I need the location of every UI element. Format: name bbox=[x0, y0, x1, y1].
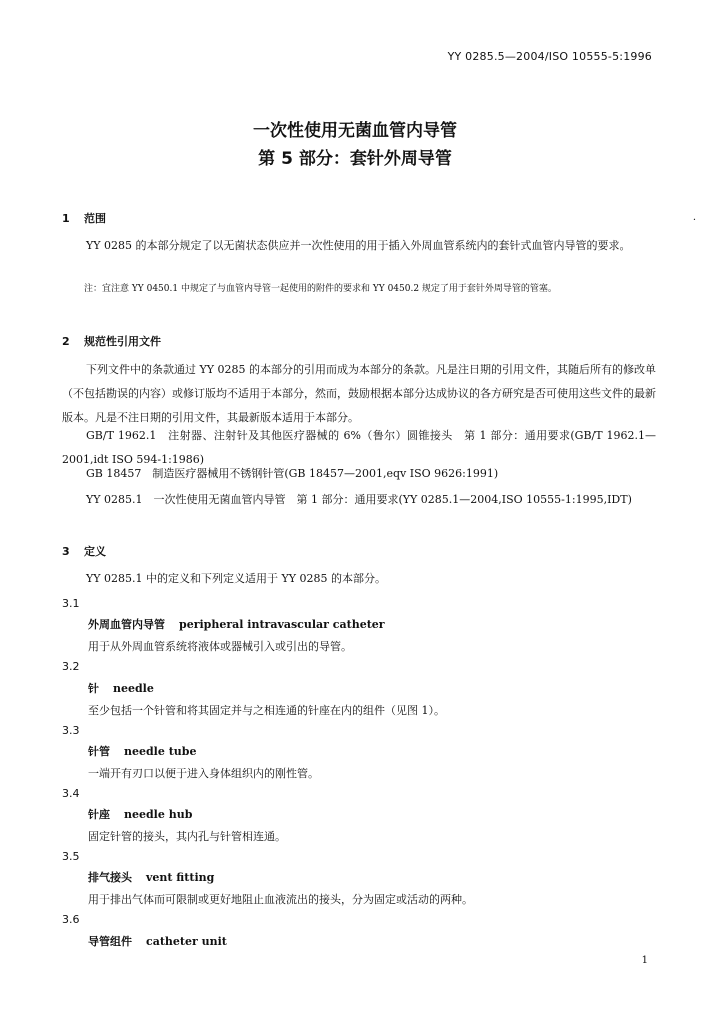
term-en: peripheral intravascular catheter bbox=[179, 618, 385, 631]
section-title: 定义 bbox=[84, 545, 106, 558]
reference-item: GB/T 1962.1 注射器、注射针及其他医疗器械的 6%（鲁尔）圆锥接头 第 1 部分：通用要求(GB/T 1962.1—2001,idt ISO 594-1:1986) bbox=[62, 429, 656, 466]
term-en: needle tube bbox=[124, 745, 197, 758]
reference-item: GB 18457 制造医疗器械用不锈钢针管(GB 18457—2001,eqv ISO 9626:1991) bbox=[86, 467, 499, 480]
section-number: 1 bbox=[62, 212, 70, 225]
page-number: 1 bbox=[641, 955, 648, 966]
term-zh: 排气接头 bbox=[88, 871, 132, 884]
standard-code: YY 0285.5—2004/ISO 10555-5:1996 bbox=[447, 50, 652, 63]
section-heading-normative-references bbox=[62, 333, 161, 349]
reference-item: YY 0285.1 一次性使用无菌血管内导管 第 1 部分：通用要求(YY 0285.1—2004,ISO 10555-1:1995,IDT) bbox=[86, 493, 632, 506]
references-paragraph: 下列文件中的条款通过 YY 0285 的本部分的引用而成为本部分的条款。凡是注日期的引用文件，其随后所有的修改单（不包括勘误的内容）或修订版均不适用于本部分，然而，鼓励根据本部分达成协议的各方研究是否可使用这些文件的最新版本。凡是不注日期的引用文件，其最新版本适用于本部分。 bbox=[62, 363, 657, 424]
clause-number: 3.6 bbox=[62, 913, 80, 926]
section-heading-scope bbox=[62, 210, 106, 226]
term-en: catheter unit bbox=[146, 935, 227, 948]
term-definition: 一端开有刃口以便于进入身体组织内的刚性管。 bbox=[88, 767, 319, 780]
term-zh: 针座 bbox=[88, 808, 110, 821]
document-title: 一次性使用无菌血管内导管 bbox=[253, 121, 457, 141]
term-zh: 导管组件 bbox=[88, 935, 132, 948]
scope-paragraph: YY 0285 的本部分规定了以无菌状态供应并一次性使用的用于插入外周血管系统内的套针式血管内导管的要求。 bbox=[86, 239, 631, 252]
scope-note: 注：宜注意 YY 0450.1 中规定了与血管内导管一起使用的附件的要求和 YY 0450.2 规定了用于套针外周导管的管塞。 bbox=[84, 284, 557, 294]
term-en: vent fitting bbox=[146, 871, 215, 884]
term-zh: 针 bbox=[88, 682, 99, 695]
clause-number: 3.1 bbox=[62, 597, 80, 610]
section-number: 3 bbox=[62, 545, 70, 558]
clause-number: 3.4 bbox=[62, 787, 80, 800]
term-definition: 至少包括一个针管和将其固定并与之相连通的针座在内的组件（见图 1）。 bbox=[88, 704, 445, 717]
clause-number: 3.5 bbox=[62, 850, 80, 863]
document-subtitle: 第 5 部分：套针外周导管 bbox=[258, 149, 452, 169]
section-title: 规范性引用文件 bbox=[84, 335, 161, 348]
section-title: 范围 bbox=[84, 212, 106, 225]
term-entry bbox=[88, 933, 227, 949]
term-entry bbox=[88, 869, 214, 885]
term-zh: 针管 bbox=[88, 745, 110, 758]
term-entry bbox=[88, 680, 154, 696]
term-definition: 固定针管的接头，其内孔与针管相连通。 bbox=[88, 830, 286, 843]
term-entry bbox=[88, 616, 385, 632]
term-en: needle hub bbox=[124, 808, 193, 821]
definitions-intro: YY 0285.1 中的定义和下列定义适用于 YY 0285 的本部分。 bbox=[86, 572, 387, 585]
section-number: 2 bbox=[62, 335, 70, 348]
term-zh: 外周血管内导管 bbox=[88, 618, 165, 631]
section-heading-definitions bbox=[62, 543, 106, 559]
clause-number: 3.3 bbox=[62, 724, 80, 737]
term-definition: 用于排出气体而可限制或更好地阻止血液流出的接头，分为固定或活动的两种。 bbox=[88, 893, 473, 906]
term-definition: 用于从外周血管系统将液体或器械引入或引出的导管。 bbox=[88, 640, 352, 653]
term-en: needle bbox=[113, 682, 154, 695]
term-entry bbox=[88, 806, 192, 822]
margin-mark: · bbox=[692, 215, 696, 226]
clause-number: 3.2 bbox=[62, 660, 80, 673]
term-entry bbox=[88, 743, 196, 759]
